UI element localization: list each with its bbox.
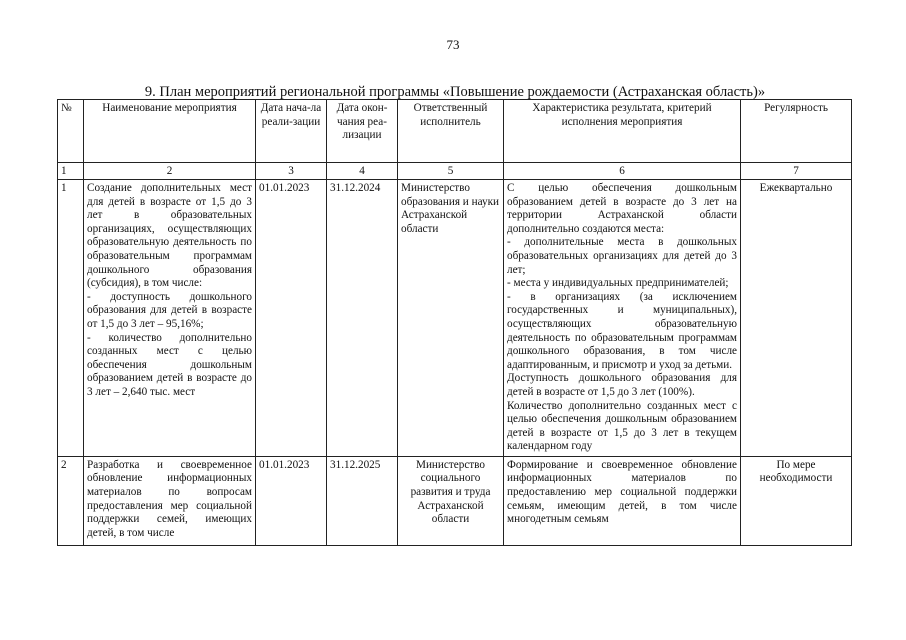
result-criterion: Доступность дошкольного образования для детей в возрасте от 1,5 до 3 лет (100%). — [507, 372, 737, 398]
table-row — [58, 180, 852, 457]
row-number: 1 — [58, 180, 84, 457]
end-date: 31.12.2025 — [327, 456, 398, 545]
header-name: Наименование мероприятия — [84, 100, 256, 163]
event-name: Разработка и своевременное обновление информационных материалов по вопросам предоставления мер социальной поддержки семей, имеющих детей, в том числе — [84, 456, 256, 545]
event-indicator: - количество дополнительно созданных мест с целью обеспечения дошкольным образованием детей в возрасте до 3 лет – 2,640 тыс. мест — [87, 331, 252, 398]
plan-table — [57, 99, 852, 546]
column-number: 7 — [741, 163, 852, 180]
row-number: 2 — [58, 456, 84, 545]
event-indicator: - доступность дошкольного образования для детей в возрасте от 1,5 до 3 лет – 95,16%; — [87, 290, 252, 330]
result-item: - места у индивидуальных предпринимателей; — [507, 277, 729, 290]
header-start-date: Дата нача-ла реали-зации — [256, 100, 327, 163]
column-number: 5 — [398, 163, 504, 180]
column-number: 4 — [327, 163, 398, 180]
executor: Министерство образования и науки Астраханской области — [398, 180, 504, 457]
result-criterion: Количество дополнительно созданных мест с целью обеспечения дошкольным образованием детей в возрасте от 1,5 до 3 лет в текущем календарном году — [507, 399, 737, 453]
column-number: 6 — [504, 163, 741, 180]
result: Формирование и своевременное обновление информационных материалов по предоставлению мер социальной поддержки семьям, имеющим детей, в том числе многодетным семьям — [504, 456, 741, 545]
page-number: 73 — [446, 37, 460, 52]
table-row — [58, 456, 852, 545]
result-item: - в организациях (за исключением государственных и муниципальных), осуществляющих образовательную деятельность по образовательным программам дошкольного образования, в том числе адаптированным, и присмотр и уход за детьми. — [507, 290, 737, 371]
column-number-row — [58, 163, 852, 180]
start-date: 01.01.2023 — [256, 180, 327, 457]
end-date: 31.12.2024 — [327, 180, 398, 457]
event-name-cell — [84, 180, 256, 457]
header-regularity: Регулярность — [741, 100, 852, 163]
result-cell — [504, 180, 741, 457]
column-number: 3 — [256, 163, 327, 180]
regularity: Ежеквартально — [741, 180, 852, 457]
document-title: 9. План мероприятий региональной программы «Повышение рождаемости (Астраханская область)» — [144, 84, 766, 100]
executor: Министерство социального развития и труда Астраханской области — [398, 456, 504, 545]
column-number: 2 — [84, 163, 256, 180]
header-number: № — [58, 100, 84, 163]
header-executor: Ответственный исполнитель — [398, 100, 504, 163]
event-name: Создание дополнительных мест для детей в возрасте от 1,5 до 3 лет в образовательных организациях, осуществляющих образовательную деятельность по образовательным программам дошкольного образования (субсидия), в том числе: — [87, 182, 252, 290]
start-date: 01.01.2023 — [256, 456, 327, 545]
table-header-row — [58, 100, 852, 163]
header-end-date: Дата окон-чания реа-лизации — [327, 100, 398, 163]
column-number: 1 — [58, 163, 84, 180]
result-item: - дополнительные места в дошкольных образовательных организациях для детей до 3 лет; — [507, 236, 737, 276]
header-result: Характеристика результата, критерий исполнения мероприятия — [504, 100, 741, 163]
result-intro: С целью обеспечения дошкольным образованием детей в возрасте до 3 лет на территории Астраханской области дополнительно создаются места: — [507, 182, 737, 235]
regularity: По мере необходимости — [741, 456, 852, 545]
